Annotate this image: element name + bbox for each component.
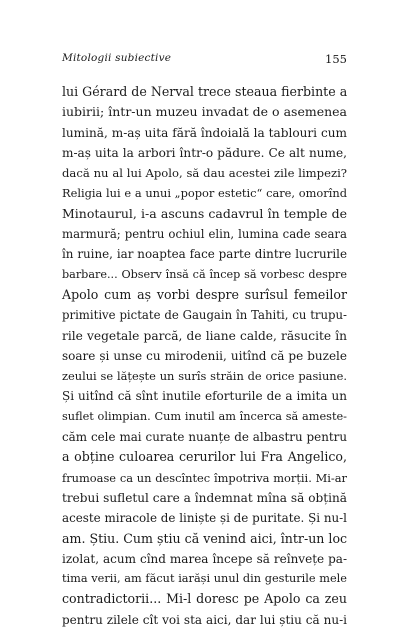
text-line: contradictorii... Mi-l doresc pe Apolo ca zeu — [62, 591, 347, 607]
text-line: zeului se lățește un surîs străin de orice pasiune. — [62, 369, 347, 384]
text-line: Religia lui e a unui „popor estetic“ care, omorînd — [62, 186, 347, 201]
text-line: Și uitînd că sînt inutile eforturile de a imita un — [62, 389, 347, 404]
text-line: lumină, m-aș uita fără îndoială la tablouri cum — [62, 125, 347, 140]
text-line: am. Știu. Cum știu că venind aici, într-un loc — [62, 530, 348, 546]
text-line: rile vegetale parcă, de liane calde, răsucite în — [62, 328, 347, 343]
text-line: soare și unse cu mirodenii, uitînd că pe buzele — [62, 348, 347, 363]
text-line: aceste miracole de liniște și de puritate. Și nu-l — [62, 511, 347, 526]
text-line: iubirii; într-un muzeu invadat de o asemenea — [62, 104, 347, 120]
text-line: izolat, acum cînd marea începe să reînvețe pa- — [62, 551, 347, 566]
text-line: Apolo cum aș vorbi despre surîsul femeilor — [62, 286, 347, 302]
text-line: suflet olimpian. Cum inutil am încerca să ameste- — [62, 409, 347, 423]
text-line: primitive pictate de Gaugain în Tahiti, cu trupu- — [62, 308, 347, 323]
text-line: în ruine, iar noaptea face parte dintre lucrurile — [62, 247, 347, 262]
text-line: a obține culoarea cerurilor lui Fra Angelico, — [62, 449, 347, 465]
body-paragraph — [62, 82, 347, 630]
text-line: m-aș uita la arbori într-o pădure. Ce alt nume, — [62, 145, 347, 160]
text-line: frumoase ca un descîntec împotriva morții. Mi-ar — [62, 470, 347, 485]
running-head — [62, 52, 347, 68]
text-line: tima verii, am făcut iarăși unul din gesturile mele — [62, 572, 347, 586]
text-line: pentru zilele cît voi sta aici, dar lui știu că nu-i — [62, 612, 347, 627]
text-line: barbare... Observ însă că încep să vorbesc despre — [62, 267, 347, 281]
text-line: lui Gérard de Nerval trece steaua fierbinte a — [62, 84, 348, 99]
text-line: marmură; pentru ochiul elin, lumina cade seara — [62, 227, 347, 242]
text-line: trebui sufletul care a îndemnat mîna să obțină — [62, 490, 347, 505]
text-line: căm cele mai curate nuanțe de albastru pentru — [62, 430, 347, 445]
page-number: 155 — [325, 52, 347, 66]
running-head-title: Mitologii subiective — [62, 52, 172, 64]
text-line: Minotaurul, i-a ascuns cadavrul în temple de — [62, 205, 347, 221]
text-line: dacă nu al lui Apolo, să dau acestei zile limpezi? — [62, 166, 347, 181]
